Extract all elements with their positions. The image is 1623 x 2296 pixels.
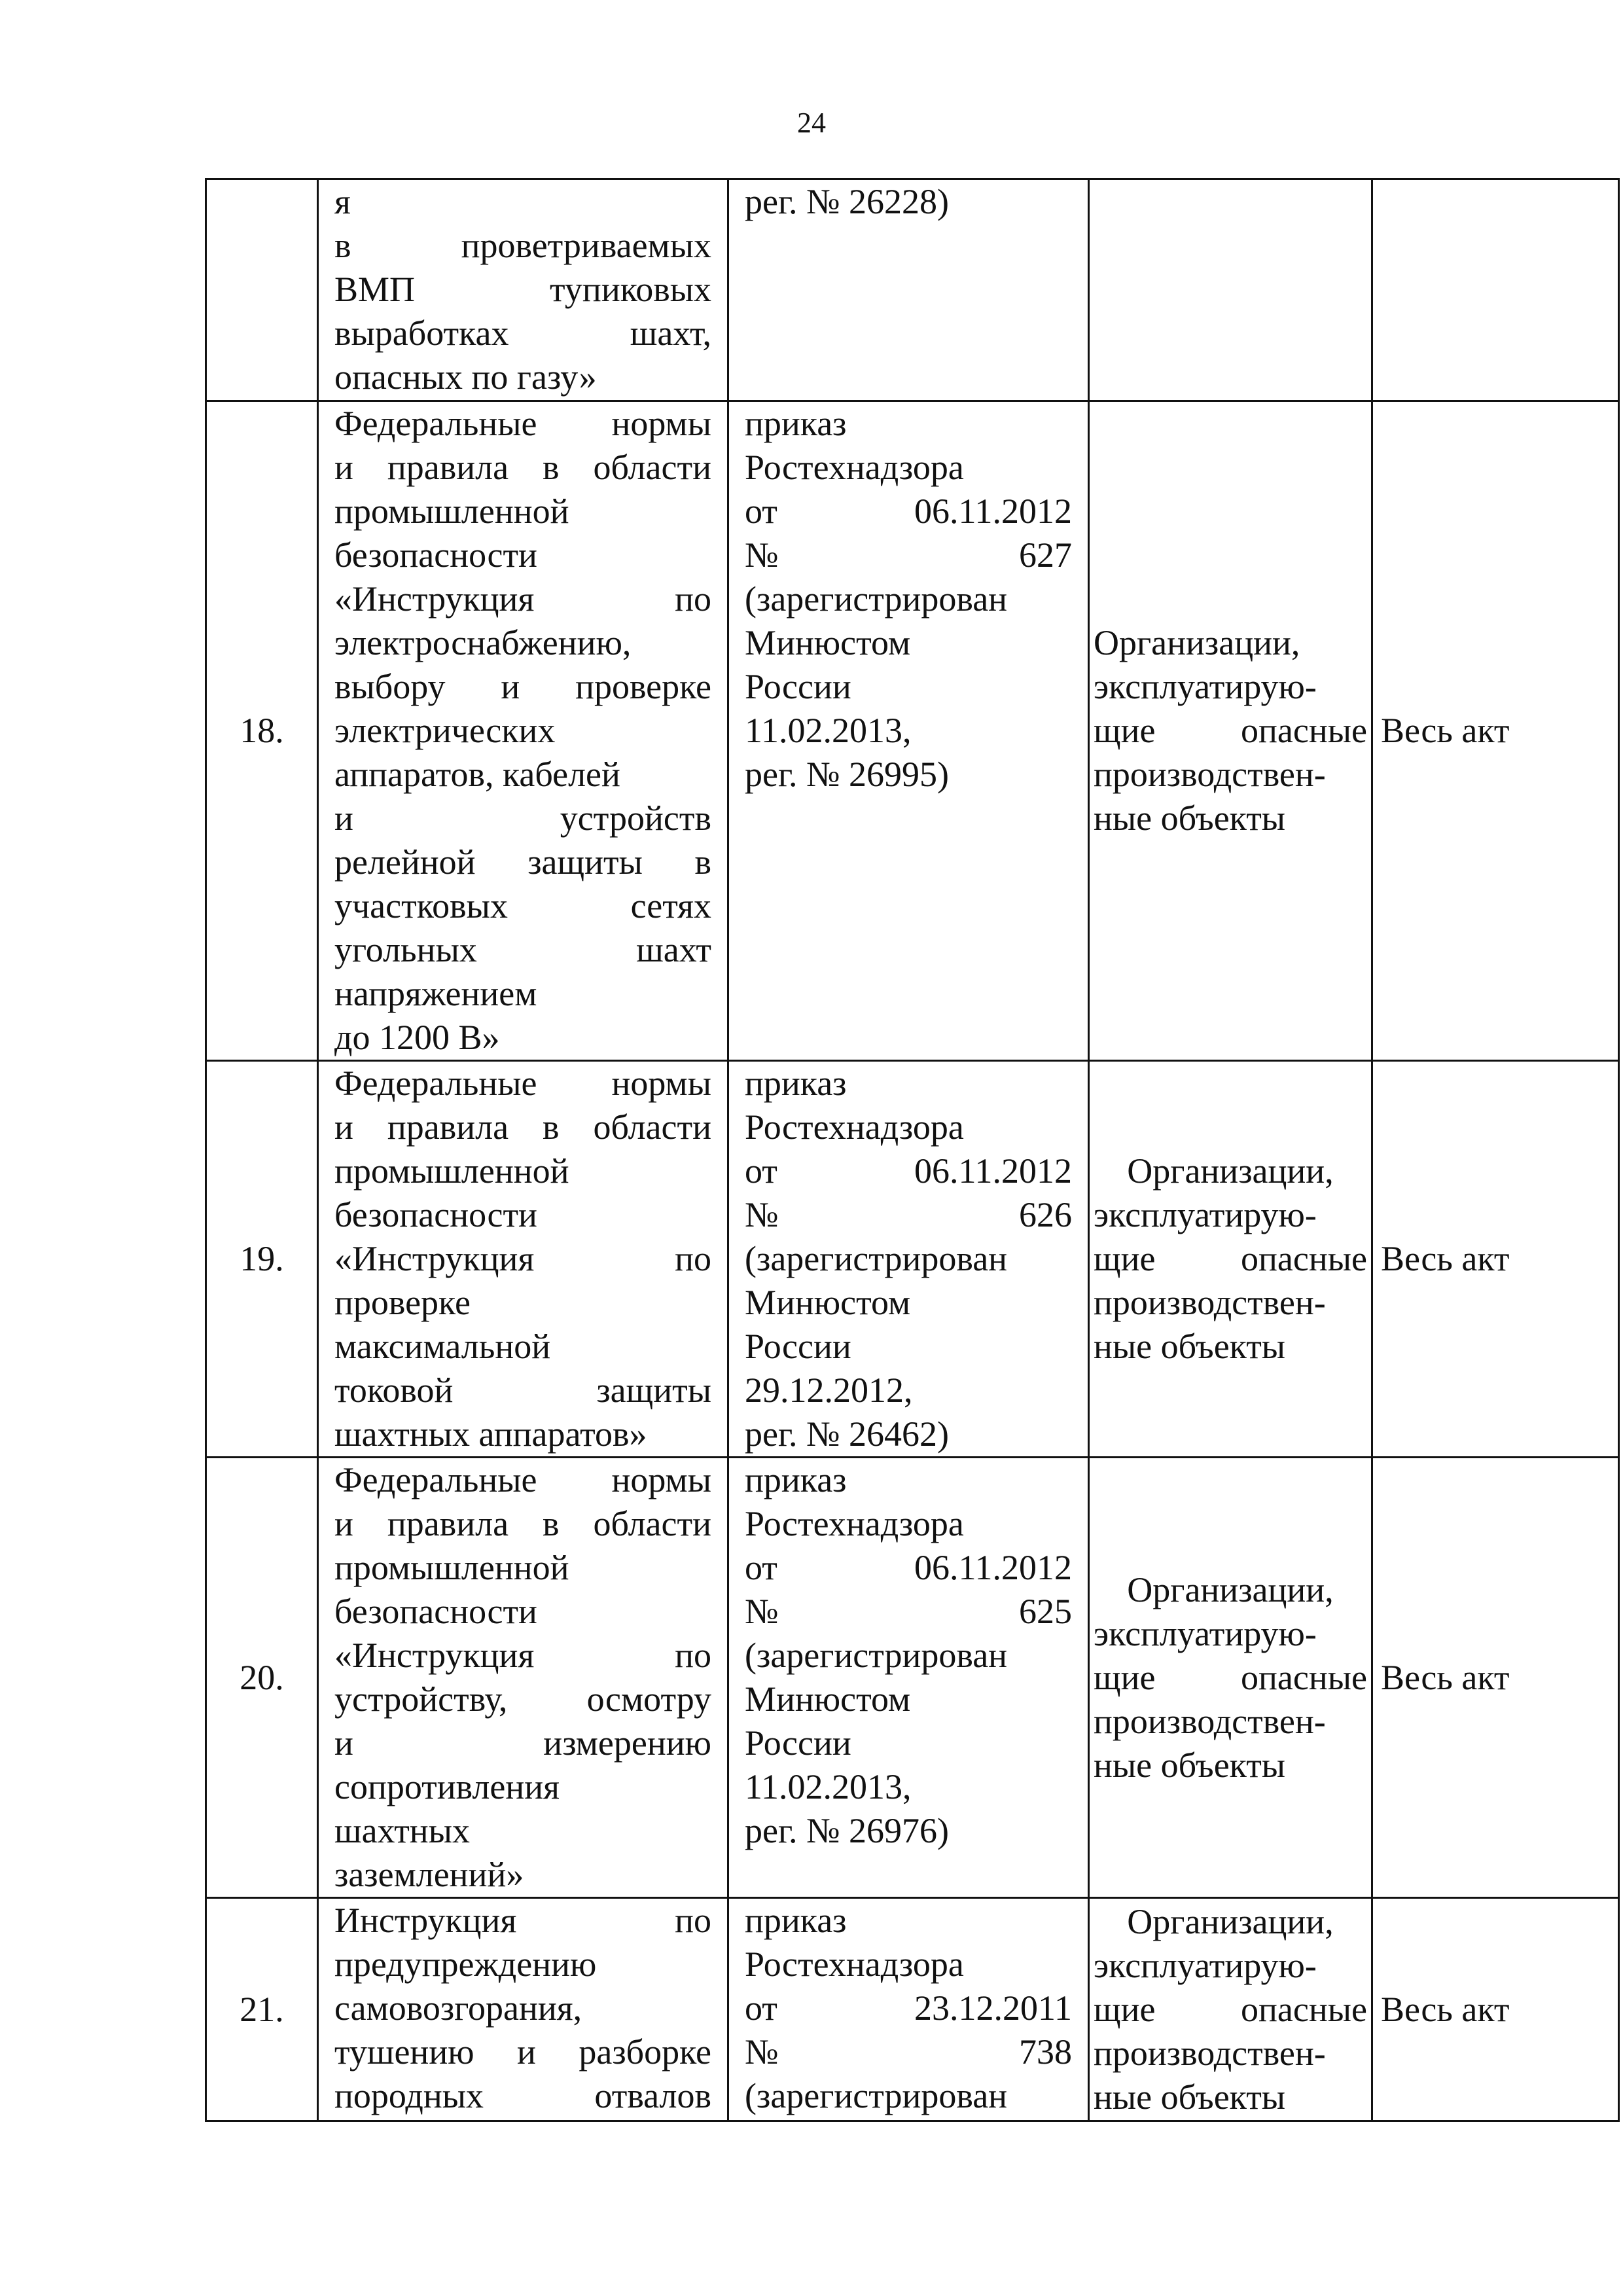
- table-body: [206, 179, 1619, 2121]
- scope-line: ные объекты: [1094, 1745, 1286, 1785]
- order-line: Ростехнадзора: [745, 1107, 964, 1147]
- document-title-cell: [318, 1458, 728, 1898]
- order-line: 29.12.2012,: [745, 1371, 913, 1410]
- title-line: и измерению: [334, 1723, 711, 1763]
- order-line: приказ: [745, 1064, 847, 1103]
- scope-line: ные объекты: [1094, 1327, 1286, 1366]
- title-line: «Инструкция по: [334, 1636, 711, 1675]
- title-line: «Инструкция по: [334, 579, 711, 619]
- scope-line: щие опасные: [1094, 1239, 1367, 1278]
- title-line: Инструкция по: [334, 1901, 711, 1940]
- scope-line: Организации,: [1127, 1570, 1334, 1609]
- title-line: выработках шахт,: [334, 314, 711, 353]
- order-line: Минюстом: [745, 1679, 911, 1719]
- row-number: 21.: [206, 1898, 318, 2121]
- row-number: 19.: [206, 1061, 318, 1458]
- table-row: [206, 1458, 1619, 1898]
- title-line: промышленной: [334, 1151, 569, 1191]
- scope-line: производствен-: [1094, 2033, 1326, 2073]
- order-line: 11.02.2013,: [745, 1767, 912, 1806]
- title-line: электроснабжению,: [334, 623, 632, 662]
- scope-line: эксплуатирую-: [1094, 1613, 1317, 1653]
- scope-cell: [1089, 1061, 1372, 1458]
- applies-cell: Весь акт: [1372, 1898, 1619, 2121]
- title-line: безопасности: [334, 1195, 537, 1234]
- order-line: России: [745, 1723, 851, 1763]
- scope-line: Организации,: [1127, 1901, 1334, 1941]
- document-title-cell: [318, 179, 728, 401]
- title-line: и правила в области: [334, 1107, 711, 1147]
- title-line: предупреждению: [334, 1945, 597, 1984]
- scope-line: эксплуатирую-: [1094, 1945, 1317, 1985]
- row-number: 20.: [206, 1458, 318, 1898]
- scope-cell: [1089, 1898, 1372, 2121]
- order-details-cell: [728, 1898, 1089, 2121]
- order-line: № 625: [745, 1592, 1072, 1631]
- title-line: напряжением: [334, 974, 537, 1013]
- document-title-cell: [318, 401, 728, 1061]
- order-details-cell: [728, 179, 1089, 401]
- order-line: от 23.12.2011: [745, 1988, 1072, 2028]
- order-line: рег. № 26976): [745, 1811, 950, 1850]
- scope-line: ные объекты: [1094, 798, 1286, 838]
- title-line: шахтных: [334, 1811, 470, 1850]
- order-line: Минюстом: [745, 1283, 911, 1322]
- order-line: № 738: [745, 2032, 1072, 2072]
- title-line: заземлений»: [334, 1855, 524, 1894]
- order-line: приказ: [745, 1901, 847, 1940]
- scope-line: производствен-: [1094, 755, 1326, 794]
- order-details-cell: [728, 401, 1089, 1061]
- title-line: «Инструкция по: [334, 1239, 711, 1278]
- order-line: № 627: [745, 535, 1072, 575]
- title-line: Федеральные нормы: [334, 404, 711, 443]
- scope-line: щие опасные: [1094, 1657, 1367, 1697]
- title-line: промышленной: [334, 1548, 569, 1587]
- row-number: 18.: [206, 401, 318, 1061]
- scope-cell: [1089, 179, 1372, 401]
- order-line: рег. № 26995): [745, 755, 950, 794]
- applies-cell: [1372, 179, 1619, 401]
- order-line: (зарегистрирован: [745, 2076, 1008, 2115]
- order-line: от 06.11.2012: [745, 1151, 1072, 1191]
- scope-line: производствен-: [1094, 1701, 1326, 1741]
- order-line: Ростехнадзора: [745, 448, 964, 487]
- title-line: устройству, осмотру: [334, 1679, 711, 1719]
- applies-cell: Весь акт: [1372, 401, 1619, 1061]
- table-row: [206, 179, 1619, 401]
- applies-cell: Весь акт: [1372, 1061, 1619, 1458]
- order-details-cell: [728, 1061, 1089, 1458]
- order-line: рег. № 26228): [745, 182, 950, 221]
- order-line: приказ: [745, 404, 847, 443]
- title-line: Федеральные нормы: [334, 1460, 711, 1499]
- title-line: промышленной: [334, 492, 569, 531]
- order-line: России: [745, 1327, 851, 1366]
- title-line: до 1200 В»: [334, 1018, 500, 1057]
- scope-line: ные объекты: [1094, 2077, 1286, 2117]
- title-line: сопротивления: [334, 1767, 560, 1806]
- title-line: проверке: [334, 1283, 471, 1322]
- table-row: [206, 401, 1619, 1061]
- scope-cell: [1089, 1458, 1372, 1898]
- title-line: максимальной: [334, 1327, 551, 1366]
- order-line: (зарегистрирован: [745, 1239, 1008, 1278]
- title-line: безопасности: [334, 1592, 537, 1631]
- regulations-table: [205, 178, 1620, 2122]
- order-line: России: [745, 667, 851, 706]
- order-line: (зарегистрирован: [745, 579, 1008, 619]
- table-row: [206, 1898, 1619, 2121]
- order-line: Ростехнадзора: [745, 1945, 964, 1984]
- title-line: выбору и проверке: [334, 667, 711, 706]
- title-line: токовой защиты: [334, 1371, 711, 1410]
- title-line: тушению и разборке: [334, 2032, 711, 2072]
- title-line: и правила в области: [334, 1504, 711, 1543]
- order-line: № 626: [745, 1195, 1072, 1234]
- title-line: Федеральные нормы: [334, 1064, 711, 1103]
- order-line: рег. № 26462): [745, 1414, 950, 1454]
- title-line: электрических: [334, 711, 556, 750]
- scope-line: Организации,: [1094, 623, 1300, 662]
- scope-line: эксплуатирую-: [1094, 667, 1317, 706]
- order-line: (зарегистрирован: [745, 1636, 1008, 1675]
- title-line: аппаратов, кабелей: [334, 755, 620, 794]
- document-title-cell: [318, 1898, 728, 2121]
- scope-line: Организации,: [1127, 1151, 1334, 1191]
- title-line: угольных шахт: [334, 930, 711, 969]
- order-line: приказ: [745, 1460, 847, 1499]
- order-line: 11.02.2013,: [745, 711, 912, 750]
- title-line: участковых сетях: [334, 886, 711, 925]
- order-line: от 06.11.2012: [745, 492, 1072, 531]
- scope-line: щие опасные: [1094, 1989, 1367, 2029]
- scope-line: эксплуатирую-: [1094, 1195, 1317, 1234]
- order-line: от 06.11.2012: [745, 1548, 1072, 1587]
- scope-line: производствен-: [1094, 1283, 1326, 1322]
- page-number: 24: [797, 107, 826, 139]
- title-line: шахтных аппаратов»: [334, 1414, 647, 1454]
- title-line: породных отвалов: [334, 2076, 711, 2115]
- title-line: опасных по газу»: [334, 357, 597, 397]
- row-number: [206, 179, 318, 401]
- applies-cell: Весь акт: [1372, 1458, 1619, 1898]
- order-line: Ростехнадзора: [745, 1504, 964, 1543]
- title-line: и устройств: [334, 798, 711, 838]
- scope-line: щие опасные: [1094, 711, 1367, 750]
- table-row: [206, 1061, 1619, 1458]
- title-line: ВМП тупиковых: [334, 270, 711, 309]
- scope-cell: [1089, 401, 1372, 1061]
- title-line: в проветриваемых: [334, 226, 711, 265]
- title-line: я: [334, 182, 351, 221]
- title-line: безопасности: [334, 535, 537, 575]
- title-line: релейной защиты в: [334, 842, 711, 882]
- title-line: самовозгорания,: [334, 1988, 582, 2028]
- order-line: Минюстом: [745, 623, 911, 662]
- document-title-cell: [318, 1061, 728, 1458]
- order-details-cell: [728, 1458, 1089, 1898]
- title-line: и правила в области: [334, 448, 711, 487]
